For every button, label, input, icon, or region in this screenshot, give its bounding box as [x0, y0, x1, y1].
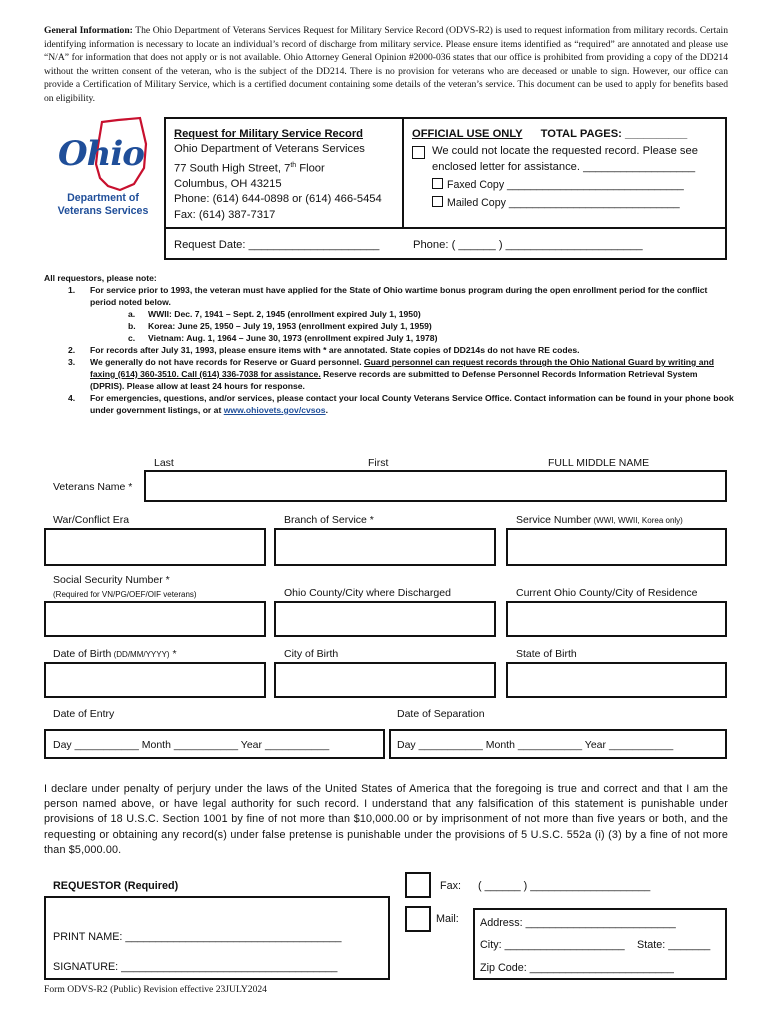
signature-field[interactable]: SIGNATURE: ____________________________________ [53, 961, 338, 973]
note-2-number: 2. [68, 345, 76, 355]
dob-format: (DD/MM/YYYY) [111, 650, 170, 659]
ohio-wordmark: Ohio [58, 134, 144, 174]
print-name-field[interactable]: PRINT NAME: ____________________________________ [53, 931, 342, 943]
note-3a: We generally do not have records for Reserve or Guard personnel. [90, 357, 364, 367]
header-divider [402, 117, 404, 228]
city-field[interactable]: City: ____________________ [480, 939, 625, 951]
mail-checkbox[interactable] [405, 906, 431, 932]
note-1: For service prior to 1993, the veteran must have applied for the State of Ohio wartime bonus program during the open enrollment period for the conflict period noted below. [90, 285, 708, 307]
dob-required: * [169, 648, 177, 660]
header-phone-field[interactable]: Phone: ( ______ ) ______________________ [413, 239, 643, 251]
zip-field[interactable]: Zip Code: ________________________ [480, 962, 674, 974]
note-1a-number: a. [128, 309, 136, 319]
mailed-copy-label: Mailed Copy _____________________________ [447, 196, 680, 209]
note-1b-number: b. [128, 321, 136, 331]
requestor-heading: REQUESTOR (Required) [53, 880, 179, 892]
note-1c: Vietnam: Aug. 1, 1964 – June 30, 1973 (enrollment expired July 1, 1978) [148, 333, 438, 343]
notes-intro: All requestors, please note: [44, 273, 157, 283]
official-use-label: OFFICIAL USE ONLY [412, 128, 523, 140]
note-1-number: 1. [68, 285, 76, 295]
middle-name-label: FULL MIDDLE NAME [548, 457, 650, 469]
county-current-label: Current Ohio County/City of Residence [516, 587, 698, 599]
address-line-5: Fax: (614) 387-7317 [174, 208, 276, 221]
agency-address-block [174, 127, 400, 223]
address-line-2: 77 South High Street, 7th Floor [174, 161, 325, 175]
ssn-input[interactable] [44, 601, 266, 637]
mailed-copy-checkbox[interactable] [432, 196, 443, 207]
faxed-copy-checkbox[interactable] [432, 178, 443, 189]
service-number-input[interactable] [506, 528, 727, 566]
faxed-copy-label: Faxed Copy ______________________________ [447, 179, 684, 192]
header-horizontal-rule [164, 227, 727, 229]
date-separation-label: Date of Separation [397, 708, 485, 720]
note-3-guard: Guard personnel can request records through the Ohio National Guard by writing and faxing (614) 360-3510. Call (614) 336-7038 for assistance. [90, 357, 714, 379]
logo-line-2: Veterans Services [57, 205, 149, 217]
veterans-name-label: Veterans Name * [53, 481, 133, 493]
service-number-label [516, 514, 683, 526]
date-entry-input[interactable]: Day ___________ Month ___________ Year ___________ [53, 739, 330, 751]
mail-label: Mail: [436, 913, 459, 925]
date-entry-label: Date of Entry [53, 708, 115, 720]
veterans-name-input[interactable] [144, 470, 727, 502]
address-line-1: Ohio Department of Veterans Services [174, 143, 365, 156]
note-4-number: 4. [68, 393, 76, 403]
ssn-note: (Required for VN/PG/OEF/OIF veterans) [53, 590, 197, 599]
note-1a: WWII: Dec. 7, 1941 – Sept. 2, 1945 (enrollment expired July 1, 1950) [148, 309, 421, 319]
service-number-note: (WWI, WWII, Korea only) [591, 516, 683, 525]
county-discharged-input[interactable] [274, 601, 496, 637]
county-current-input[interactable] [506, 601, 727, 637]
not-located-checkbox[interactable] [412, 146, 425, 159]
first-name-label: First [368, 457, 389, 469]
note-1b: Korea: June 25, 1950 – July 19, 1953 (enrollment expired July 1, 1959) [148, 321, 432, 331]
city-birth-label: City of Birth [284, 648, 339, 660]
address-line-4: Phone: (614) 644-0898 or (614) 466-5454 [174, 193, 382, 206]
not-located-text: We could not locate the requested record. Please see enclosed letter for assistance. __________________ [432, 145, 698, 173]
request-date-field[interactable]: Request Date: _____________________ [174, 239, 380, 251]
note-3c: Reserve records are submitted to Defense Personnel Records Information Retrieval System (DPRIS). Please allow at least 24 hours for response. [90, 369, 698, 391]
fax-checkbox[interactable] [405, 872, 431, 898]
cvso-link[interactable]: www.ohiovets.gov/cvsos [223, 405, 326, 415]
war-era-input[interactable] [44, 528, 266, 566]
form-footer: Form ODVS-R2 (Public) Revision effective 23JULY2024 [44, 984, 267, 995]
note-4: For emergencies, questions, and/or services, please contact your local County Veterans Service Office. Contact information can be found in your phone book under government listings, or at [90, 393, 734, 415]
dob-text: Date of Birth [53, 648, 112, 660]
branch-input[interactable] [274, 528, 496, 566]
date-separation-input[interactable]: Day ___________ Month ___________ Year ___________ [397, 739, 674, 751]
address-line-3: Columbus, OH 43215 [174, 177, 282, 190]
dob-input[interactable] [44, 662, 266, 698]
note-2: For records after July 31, 1993, please ensure items with * are annotated. State copies of DD214s do not have RE codes. [90, 345, 580, 355]
fax-label: Fax: [440, 880, 461, 892]
not-located-row [412, 144, 724, 175]
ohio-dvs-logo [50, 116, 156, 220]
perjury-declaration: I declare under penalty of perjury under the laws of the United States of America that the foregoing is true and correct and that I am the person named above, or have legal authority for such record. I understand that any falsification of this statement is punishable under provisions of 18 U.S.C. Section 1001 by fine of not more than $10,000.00 or by imprisonment of not more than five years or both, and the requesting or obtaining any record(s) under false pretense is punishable under the provisions of 5 U.S.C. 552a (i) (3) by a fine of not more than $5,000.00. [44, 783, 728, 856]
county-discharged-label: Ohio County/City where Discharged [284, 587, 451, 599]
war-era-label: War/Conflict Era [53, 514, 130, 526]
form-title: Request for Military Service Record [174, 128, 364, 140]
last-name-label: Last [154, 457, 174, 469]
city-birth-input[interactable] [274, 662, 496, 698]
dob-label [53, 648, 177, 660]
general-information-text: The Ohio Department of Veterans Services Request for Military Service Record (ODVS-R2) is used to request information from military records. Certain identifying information is necessary to locate an individual’s record of discharge from military service. Please ensure items identified as “required” are annotated and please use “N/A” for information that does not apply or is not available. Ohio Attorney General Opinion #2000-036 states that our office is prohibited from providing a copy of the DD214 without the written consent of the veteran, who is the subject of the DD214. There is no provision for veterans who are deceased or unable to sign. However, our office can provide a Certification of Military Service, which is a certified document containing some details of the veteran’s service. This document can be used to apply for benefits based on eligibility. [44, 25, 728, 104]
state-birth-label: State of Birth [516, 648, 577, 660]
logo-line-1: Department of [67, 192, 139, 204]
general-information [44, 24, 728, 106]
state-birth-input[interactable] [506, 662, 727, 698]
requestor-notes [44, 272, 734, 416]
branch-label: Branch of Service * [284, 514, 374, 526]
state-field[interactable]: State: _______ [637, 939, 711, 951]
note-4-end: . [325, 405, 328, 415]
general-information-heading: General Information: [44, 25, 133, 36]
fax-number-field[interactable]: ( ______ ) ____________________ [478, 880, 651, 892]
note-3-number: 3. [68, 357, 76, 367]
address-field[interactable]: Address: _________________________ [480, 917, 676, 929]
note-1c-number: c. [128, 333, 136, 343]
total-pages-label: TOTAL PAGES: __________ [540, 128, 688, 140]
service-number-text: Service Number [516, 514, 592, 526]
ssn-label: Social Security Number * [53, 574, 170, 586]
official-use-block [412, 127, 724, 211]
